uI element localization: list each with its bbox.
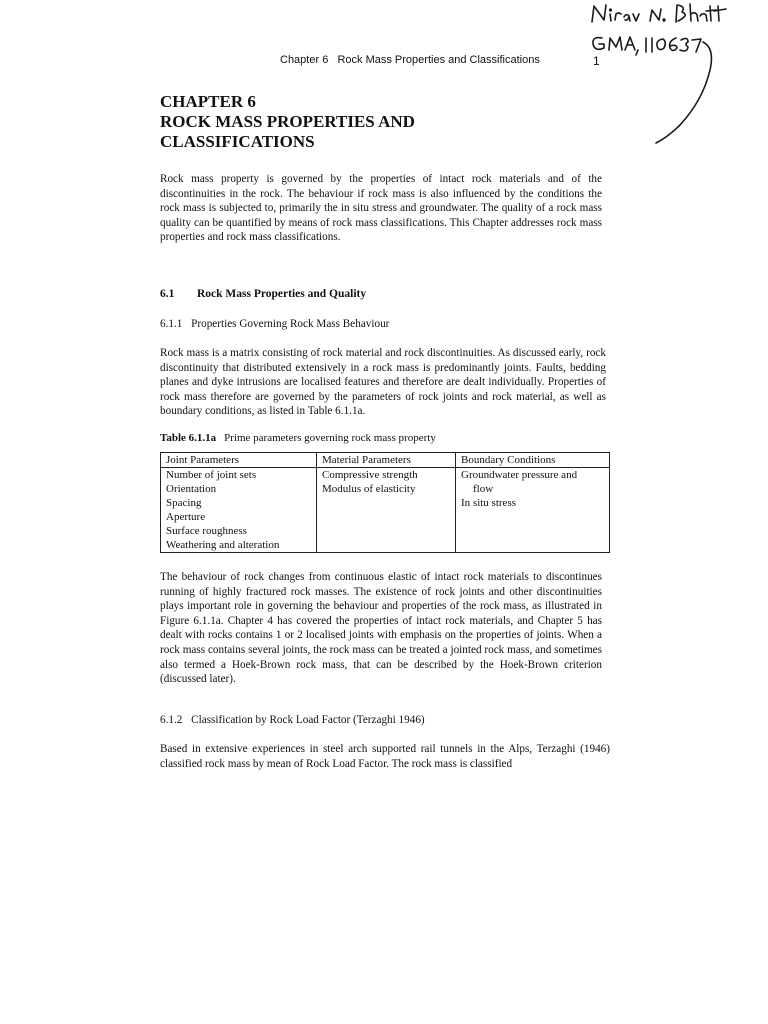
- list-item: In situ stress: [461, 497, 516, 509]
- handwritten-signature: [560, 0, 768, 160]
- intro-paragraph: Rock mass property is governed by the properties of intact rock materials and of the discontinuities in the rock. The behaviour if rock mass is also influenced by the conditions the rock mass is subjected to, primarily the in situ stress and groundwater. The quality of a rock mass quality can be quantified by means of rock mass classifications. This Chapter addresses rock mass properties and rock mass classifications.: [160, 173, 602, 244]
- subsection-number: 6.1.2: [160, 714, 183, 726]
- list-item: Modulus of elasticity: [322, 483, 416, 495]
- section-number: 6.1: [160, 288, 175, 300]
- chapter-title-line-2: CLASSIFICATIONS: [160, 132, 315, 151]
- running-header: Chapter 6 Rock Mass Properties and Classifications: [280, 54, 540, 66]
- table-header-cell: Material Parameters: [317, 453, 456, 468]
- body-paragraph: Based in extensive experiences in steel arch supported rail tunnels in the Alps, Terzaghi (1946) classified rock mass by mean of Rock Load Factor. The rock mass is classified: [160, 743, 610, 770]
- list-item: Aperture: [166, 511, 206, 523]
- list-item: Compressive strength: [322, 469, 418, 481]
- subsection-heading: [160, 318, 389, 330]
- chapter-number: CHAPTER 6: [160, 92, 256, 111]
- subsection-heading: [160, 714, 425, 726]
- list-item: Groundwater pressure and: [461, 469, 578, 481]
- parameters-table: [160, 452, 610, 553]
- section-heading: [160, 288, 366, 300]
- subsection-title: Properties Governing Rock Mass Behaviour: [191, 318, 390, 330]
- list-item: flow: [473, 483, 494, 495]
- page-number: 1: [593, 54, 600, 68]
- list-item: Spacing: [166, 497, 202, 509]
- subsection-number: 6.1.1: [160, 318, 183, 330]
- list-item: Number of joint sets: [166, 469, 257, 481]
- list-item: Orientation: [166, 483, 217, 495]
- section-title: Rock Mass Properties and Quality: [197, 288, 367, 300]
- table-row: [161, 468, 610, 553]
- chapter-title: [160, 92, 415, 152]
- list-item: Weathering and alteration: [166, 539, 280, 551]
- table-cell-joint-parameters: [161, 468, 317, 553]
- list-item: Surface roughness: [166, 525, 247, 537]
- table-cell-material-parameters: [317, 468, 456, 553]
- table-caption-text: Prime parameters governing rock mass property: [224, 432, 436, 444]
- table-header-cell: Joint Parameters: [161, 453, 317, 468]
- chapter-title-line-1: ROCK MASS PROPERTIES AND: [160, 112, 415, 131]
- body-paragraph: The behaviour of rock changes from continuous elastic of intact rock materials to discontinues running of highly fractured rock masses. The existence of rock joints and other discontinuities plays important role in governing the behaviour and properties of the rock mass, as illustrated in Figure 6.1.1a. Chapter 4 has covered the properties of intact rock materials, and Chapter 5 has dealt with rocks contains 1 or 2 localised joints with emphasis on the properties of joints. When a rock mass contains several joints, the rock mass can be treated a jointed rock mass, and sometimes also termed a Hoek-Brown rock mass, that can be described by the Hoek-Brown criterion (discussed later).: [160, 571, 602, 686]
- subsection-title: Classification by Rock Load Factor (Terzaghi 1946): [191, 714, 425, 726]
- table-caption: [160, 432, 436, 444]
- table-cell-boundary-conditions: [456, 468, 610, 553]
- table-header-cell: Boundary Conditions: [456, 453, 610, 468]
- table-label: Table 6.1.1a: [160, 432, 217, 444]
- table-header-row: [161, 453, 610, 468]
- body-paragraph: Rock mass is a matrix consisting of rock material and rock discontinuities. As discussed early, rock discontinuity that distributed extensively in a rock mass is predominantly joints. Faults, bedding planes and dyke intrusions are localised features and therefore are dealt individually. Properties of rock mass therefore are governed by the parameters of rock joints and rock material, as well as boundary conditions, as listed in Table 6.1.1a.: [160, 347, 606, 418]
